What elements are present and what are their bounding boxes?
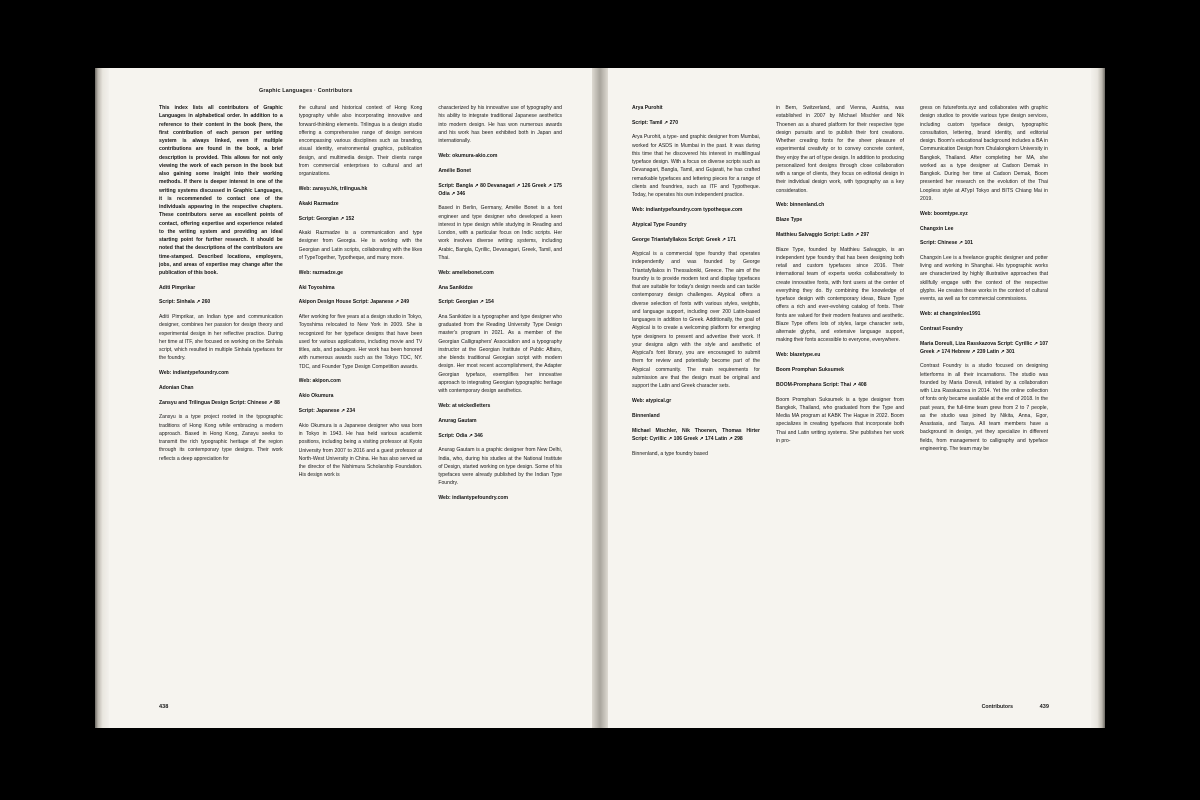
contributor-entry-continued <box>438 104 562 160</box>
contributor-script: Script: Chinese ↗ 101 <box>920 240 973 247</box>
contributor-entry <box>920 325 1048 453</box>
contributor-bio: Boom Promphan Suksumek is a type designer from Bangkok, Thailand, who graduated from the Type and Media MA program at KABK The Hague in 2022. Boom specializes in creating typefaces that incorporate both Thai and Latin writing systems. She publishes her work in pro- <box>776 396 904 444</box>
contributor-name: Atypical Type Foundry <box>632 221 687 228</box>
contributor-web[interactable]: Web: indiantypefoundry.com <box>438 495 509 502</box>
column-5 <box>776 104 904 686</box>
contributor-bio: Aditi Pimprikar, an Indian type and communication designer, combines her passion for design theory and experimental design in her reflective practice. During her time at ITF, she focused on working on the Sinhala script, which resulted in multiple Sinhala typefaces for the foundry. <box>159 314 283 362</box>
contributor-name: Changxin Lee <box>920 225 954 232</box>
contributor-entry-continued <box>299 104 423 193</box>
column-6 <box>920 104 1048 686</box>
contributor-bio: After working for five years at a design studio in Tokyo, Toyoshima relocated to New York in 2009. She is recognized for her typeface designs that have been used for various applications, including movie and TV titles, ads, and packages. Her work has been honored with numerous awards such as the Tokyo TDC, NY. TDC, and Founder Type Design Competition awards. <box>298 314 423 370</box>
contributor-name: Akaki Razmadze <box>298 200 339 207</box>
contributor-web[interactable]: Web: blazetype.eu <box>776 352 821 359</box>
contributor-bio: Binnenland, a type foundry based <box>632 450 708 457</box>
page-left <box>109 68 592 728</box>
page-edge-right <box>1091 68 1105 728</box>
contributor-web[interactable]: Web: indiantypefoundry.com <box>159 370 229 377</box>
running-head: Graphic Languages · Contributors <box>259 88 353 94</box>
contributor-name: Ana Sanikidze <box>438 284 473 291</box>
contributor-web[interactable]: Web: at changxinlee1991 <box>920 310 981 317</box>
contributor-entry <box>920 225 1048 318</box>
contributor-name: Adonian Chan <box>159 385 194 392</box>
contributor-name: Amélie Bonet <box>438 167 471 174</box>
contributor-name: Aditi Pimprikar <box>159 284 196 291</box>
contributor-script: Akipon Design House Script: Japanese ↗ 249 <box>298 299 410 306</box>
contributor-web[interactable]: Web: binnenland.ch <box>776 202 825 209</box>
contributor-entry-continued <box>776 104 904 209</box>
contributor-bio: gress on futurefonts.xyz and collaborates with graphic design studios to provide various type design services, including custom typeface design, typographic consultation, lettering, brand identity, and editorial design. Boom's educational background includes a BA in Communication Design from Chulalongkorn University in Bangkok, Thailand. After completing her MA, she worked as a type designer at Cadson Demak in Bangkok. During her time at Cadson Demak, Boom presented her research on the evolution of the Thai Loopless style at ATypI Tokyo and BITS Chiang Mai in 2019. <box>920 105 1048 202</box>
contributor-bio: Anurag Gautam is a graphic designer from New Delhi, India, who, during his studies at the National Institute of Design, started working on type design. Some of his typefaces were already published by the Indian Type Foundry. <box>438 447 563 487</box>
contributor-bio: Ana Sanikidze is a typographer and type designer who graduated from the Reading University Type Design master's program in 2021. As a member of the Georgian Calligraphers' Association and a typography instructor at the Georgian Institute of Public Affairs, she blends traditional Georgian script with modern design. Her most recent accomplishment, the Adapter Georgian typeface, exemplifies her innovative approach to integrating Georgian typographic heritage with contemporary design aesthetics. <box>438 313 563 395</box>
column-container-right <box>632 104 1049 686</box>
contributor-bio: Atypical is a commercial type foundry that operates independently and was founded by George Triantafyllakos in Thessaloniki, Greece. The aim of the foundry is to provide modern text and display typefaces that are suitable for today's design needs and can tackle contemporary design challenges. Atypical offers a diverse selection of fonts with various styles, weights, and language support, including over 200 Latin-based languages in addition to Greek. Additionally, the goal of Atypical is to create a welcoming platform for emerging type designers to present and advertise their work. If your designs align with the style and aesthetic of Atypical's font library, you are encouraged to submit them for review and potentially become part of the Atypical community. The main requirements for submission are that the design must be original and support the Latin and Greek character sets. <box>632 251 760 390</box>
contributor-name: Arya Purohit <box>632 105 663 111</box>
contributor-script: Matthieu Salvaggio Script: Latin ↗ 297 <box>776 232 870 239</box>
contributor-script: Michael Mischler, Nik Thoenen, Thomas Hirter Script: Cyrillic ↗ 106 Greek ↗ 174 Latin ↗ 298 <box>632 427 760 442</box>
page-right <box>608 68 1091 728</box>
contributor-web[interactable]: Web: atypical.gr <box>632 397 672 404</box>
contributor-entry <box>438 167 562 277</box>
contributor-bio: Zansyu is a type project rooted in the typographic traditions of Hong Kong while embracing a modern approach. Based in Hong Kong, Zansyu seeks to transmit the rich typographic heritage of the region through its contemporary type designs. Their work reflects a deep appreciation for <box>159 414 283 462</box>
folio-right: 439 <box>1039 704 1049 710</box>
contributor-name: Contrast Foundry <box>920 326 963 333</box>
contributor-bio: in Bern, Switzerland, and Vienna, Austria, was established in 2007 by Michael Mischler and Nik Thoenen as a shared platform for their respective type design pursuits and to publish their font creations. Whether creating fonts for the sheer pleasure of experimental creativity or to convey concrete content, they enjoy the art of type design. In addition to producing personalized font designs through close collaboration with a range of clients, they focus on editorial design in their individual design work, with typography as a key consideration. <box>776 105 904 194</box>
contributor-entry <box>776 216 904 359</box>
contributor-name: Aki Toyoshima <box>298 284 335 291</box>
contributor-web[interactable]: Web: akipon.com <box>298 378 341 385</box>
contributor-script: Zansyu and Trilingua Design Script: Chinese ↗ 88 <box>159 399 280 406</box>
contributor-script: Script: Georgian ↗ 152 <box>298 215 355 222</box>
contributor-bio: Akaki Razmadze is a communication and type designer from Georgia. He is working with the Georgian and Latin scripts, collaborating with the likes of TypeTogether, Typotheque, and many more. <box>298 230 423 261</box>
contributor-script: Maria Doreuli, Liza Rasskazova Script: Cyrillic ↗ 107 Greek ↗ 174 Hebrew ↗ 239 Latin ↗ 301 <box>920 340 1048 355</box>
contributor-entry-continued <box>920 104 1048 218</box>
contributor-entry <box>299 392 423 479</box>
index-intro-paragraph: This index lists all contributors of Graphic Languages in alphabetical order. In addition to a reference to their content in the book (here, the first contribution of each person per writing system is always linked, even if multiple contributions are found in the book, a brief description is provided. This allows for not only viewing the work of each person in the book but also gaining some insight into their working methods. If there is deeper interest in one of the writing systems discussed in Graphic Languages, it is recommended to contact one of the individuals appearing in the respective chapters. These contributors serve as excellent points of contact, offering expertise and experience related to the writing system and providing an ideal starting point for further research. It should be noted that the descriptions of the contributors are time-stamped. Described locations, employers, jobs, and areas of expertise may change after the publication of this book. <box>159 105 283 276</box>
contributor-script: Script: Tamil ↗ 270 <box>632 119 679 126</box>
contributor-web[interactable]: Web: boomtype.xyz <box>920 210 968 217</box>
contributor-web[interactable]: Web: okumura-akio.com <box>438 152 498 159</box>
contributor-entry <box>299 200 423 277</box>
contributor-script: George Triantafyllakos Script: Greek ↗ 171 <box>632 236 736 243</box>
contributor-bio: Akio Okumura is a Japanese designer who was born in Tokyo in 1943. He has held various academic positions, including being a visiting professor at Kyoto University from 2007 to 2016 and a guest professor at North-West University in China. He has also served as the director of the Nishimura Scholarship Foundation. His design work is <box>298 422 423 479</box>
contributor-script: BOOM-Promphans Script: Thai ↗ 408 <box>776 381 867 388</box>
contributor-bio: Based in Berlin, Germany, Amélie Bonet is a font engineer and type designer who developed a keen interest in type design while studying in Reading and London, with a particular focus on Indic scripts. Her work involves diverse writing systems, including Arabic, Bangla, Cyrillic, Devanagari, Greek, Tamil, and Thai. <box>438 205 563 261</box>
contributor-entry <box>438 417 562 502</box>
contributor-entry <box>632 221 760 405</box>
page-edge-left <box>95 68 109 728</box>
contributor-script: Script: Sinhala ↗ 260 <box>159 299 211 306</box>
column-container-left <box>159 104 562 686</box>
contributor-bio: characterized by his innovative use of typography and his ability to integrate traditional Japanese aesthetics into modern design. He has won numerous awards and his work has been exhibited both in Japan and internationally. <box>438 105 563 144</box>
contributor-script: Script: Japanese ↗ 234 <box>298 408 356 415</box>
contributor-bio: Arya Purohit, a type- and graphic designer from Mumbai, worked for ASDS in Mumbai in the past. It was during this time that he discovered his interest in multilingual typeface design. With a focus on diverse scripts such as Devanagari, Bangla, Tamil, and Gujarati, he has crafted remarkable typefaces and lettering pieces for a range of clients and foundries, such as ITF and Typotheque. Today, he operates his own independent practice. <box>632 134 760 199</box>
contributor-entry <box>632 104 760 214</box>
contributor-name: Anurag Gautam <box>438 418 477 425</box>
contributor-entry <box>159 384 283 463</box>
book-spread <box>95 68 1105 728</box>
contributor-bio: Contrast Foundry is a studio focused on designing letterforms in all their incarnations. The studio was founded by Maria Doreuli, initiated by a collaboration with Liza Rasskazova in 2014. Yet the online collection of fonts only became available at the end of 2018. In the past years, the full-time team grew from 2 to 7 people, as the studio was joined by Nikita, Anna, Egor, Anastasia, and Tasya. All team members have a background in design, yet they specialize in different fields, from management to calligraphy and typeface engineering. The team may be <box>920 363 1048 452</box>
contributor-entry <box>776 366 904 445</box>
contributor-entry <box>438 284 562 410</box>
column-2 <box>299 104 423 686</box>
contributor-entry <box>159 284 283 377</box>
contributor-entry <box>632 412 760 458</box>
book-gutter <box>592 68 608 728</box>
contributor-name: Binnenland <box>632 413 660 420</box>
contributor-script: Script: Bangla ↗ 80 Devanagari ↗ 126 Greek ↗ 175 Odia ↗ 346 <box>438 182 563 197</box>
footer-section-label: Contributors <box>981 704 1013 710</box>
contributor-web[interactable]: Web: indiantypefoundry.com typotheque.com <box>632 206 743 213</box>
contributor-web[interactable]: Web: zansyu.hk, trilingua.hk <box>298 185 368 192</box>
contributor-entry <box>299 284 423 386</box>
column-1 <box>159 104 283 686</box>
contributor-web[interactable]: Web: ameliebonet.com <box>438 269 494 276</box>
contributor-name: Boom Promphan Suksumek <box>776 367 844 374</box>
contributor-bio: Changxin Lee is a freelance graphic designer and potter living and working in Shanghai. His typographic works are characterized by highly illustrative approaches that skillfully engage with the context of the respective glyphs. He creates these works in the context of cultural events, as well as for commercial commissions. <box>920 254 1048 303</box>
folio-left: 438 <box>159 704 169 710</box>
contributor-script: Script: Georgian ↗ 154 <box>438 299 494 306</box>
contributor-name: Akio Okumura <box>298 393 334 400</box>
column-3 <box>438 104 562 686</box>
column-4 <box>632 104 760 686</box>
contributor-web[interactable]: Web: razmadze.ge <box>298 269 344 276</box>
contributor-script: Script: Odia ↗ 346 <box>438 432 483 439</box>
contributor-bio: Blaze Type, founded by Matthieu Salvaggio, is an independent type foundry that has been designing both retail and custom typefaces since 2016. Their international team of experts works collaboratively to create innovative fonts, with font users at the center of everything they do. By combining the knowledge of typeface design with contemporary ideas, Blaze Type offers a rich and ever-evolving catalog of fonts. Their fonts are valued for their modern features and aesthetic. Blaze Type offers lots of styles, large character sets, alternate glyphs, and extensive language support, making their fonts accessible to everyone, everywhere. <box>776 246 904 344</box>
contributor-web[interactable]: Web: at wickedletters <box>438 402 491 409</box>
contributor-name: Blaze Type <box>776 217 803 224</box>
contributor-bio: the cultural and historical context of Hong Kong typography while also incorporating innovative and forward-thinking elements. Trilingua is a design studio offering a comprehensive range of design services encompassing various disciplines such as branding, visual identity, environmental graphics, publication design, and multimedia design. Their clients range from commercial enterprises to cultural and art organizations. <box>298 105 423 177</box>
